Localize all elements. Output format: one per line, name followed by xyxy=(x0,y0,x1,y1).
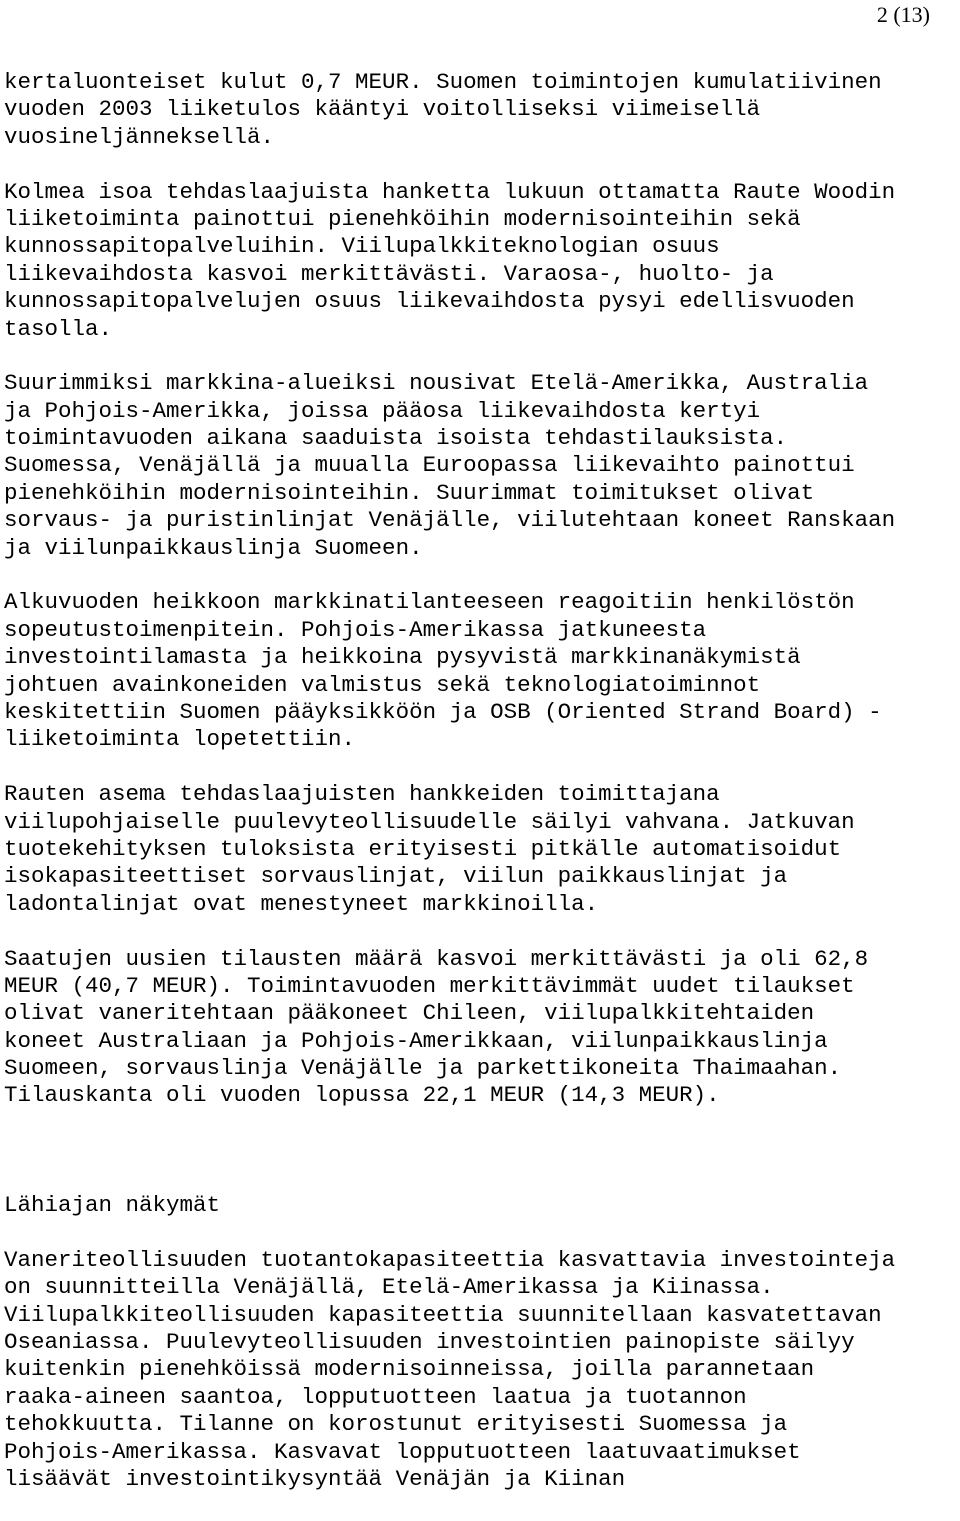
paragraph-market-position xyxy=(4,781,960,918)
section-heading-text: Lähiajan näkymät xyxy=(4,1192,221,1219)
paragraph-results xyxy=(4,69,960,151)
paragraph-business-focus xyxy=(4,179,960,343)
paragraph-orders xyxy=(4,946,960,1110)
text-line: ladontalinjat ovat menestyneet markkinoilla. xyxy=(4,890,599,917)
text-line: on suunnitteilla Venäjällä, Etelä-Amerikassa ja Kiinassa. xyxy=(4,1274,774,1301)
text-line: ja viilunpaikkauslinja Suomeen. xyxy=(4,534,423,561)
text-line: Vaneriteollisuuden tuotantokapasiteettia kasvattavia investointeja xyxy=(4,1246,896,1273)
text-line: Alkuvuoden heikkoon markkinatilanteeseen reagoitiin henkilöstön xyxy=(4,589,855,616)
text-line: kertaluonteiset kulut 0,7 MEUR. Suomen toimintojen kumulatiivinen xyxy=(4,69,882,95)
text-line: viilupohjaiselle puulevyteollisuudelle säilyi vahvana. Jatkuvan xyxy=(4,808,855,835)
text-line: vuosineljänneksellä. xyxy=(4,123,275,150)
text-line: Pohjois-Amerikassa. Kasvavat lopputuotteen laatuvaatimukset xyxy=(4,1438,801,1465)
text-line: ja Pohjois-Amerikka, joissa pääosa liikevaihdosta kertyi xyxy=(4,397,761,424)
text-line: sorvaus- ja puristinlinjat Venäjälle, viilutehtaan koneet Ranskaan xyxy=(4,507,896,534)
text-line: keskitettiin Suomen pääyksikköön ja OSB (Oriented Strand Board) - xyxy=(4,698,882,725)
paragraph-market-areas xyxy=(4,370,960,562)
text-line: koneet Australiaan ja Pohjois-Amerikkaan, viilunpaikkauslinja xyxy=(4,1027,828,1054)
text-line: isokapasiteettiset sorvauslinjat, viilun paikkauslinjat ja xyxy=(4,863,788,890)
text-line: tuotekehityksen tuloksista erityisesti pitkälle automatisoidut xyxy=(4,835,842,862)
document-body xyxy=(4,69,960,1521)
section-spacer xyxy=(4,1137,960,1192)
text-line: vuoden 2003 liiketulos kääntyi voitolliseksi viimeisellä xyxy=(4,96,761,123)
text-line: liiketoiminta lopetettiin. xyxy=(4,726,356,753)
text-line: lisäävät investointikysyntää Venäjän ja Kiinan xyxy=(4,1465,626,1492)
section-heading xyxy=(4,1192,960,1219)
text-line: Suurimmiksi markkina-alueiksi nousivat Etelä-Amerikka, Australia xyxy=(4,370,869,397)
text-line: MEUR (40,7 MEUR). Toimintavuoden merkittävimmät uudet tilaukset xyxy=(4,972,855,999)
text-line: sopeutustoimenpitein. Pohjois-Amerikassa jatkuneesta xyxy=(4,616,707,643)
text-line: johtuen avainkoneiden valmistus sekä teknologiatoiminnot xyxy=(4,671,761,698)
text-line: investointilamasta ja heikkoina pysyvistä markkinanäkymistä xyxy=(4,644,801,671)
text-line: pienehköihin modernisointeihin. Suurimmat toimitukset olivat xyxy=(4,479,815,506)
paragraph-outlook xyxy=(4,1247,960,1494)
paragraph-adjustments xyxy=(4,589,960,753)
text-line: kunnossapitopalvelujen osuus liikevaihdosta pysyi edellisvuoden xyxy=(4,288,855,315)
text-line: Oseaniassa. Puulevyteollisuuden investointien painopiste säilyy xyxy=(4,1328,855,1355)
text-line: liiketoiminta painottui pienehköihin modernisointeihin sekä xyxy=(4,205,801,232)
text-line: raaka-aineen saantoa, lopputuotteen laatua ja tuotannon xyxy=(4,1383,747,1410)
text-line: tehokkuutta. Tilanne on korostunut erityisesti Suomessa ja xyxy=(4,1411,788,1438)
text-line: Viilupalkkiteollisuuden kapasiteettia suunnitellaan kasvatettavan xyxy=(4,1301,882,1328)
text-line: Suomeen, sorvauslinja Venäjälle ja parkettikoneita Thaimaahan. xyxy=(4,1055,842,1082)
text-line: liikevaihdosta kasvoi merkittävästi. Varaosa-, huolto- ja xyxy=(4,260,774,287)
text-line: Saatujen uusien tilausten määrä kasvoi merkittävästi ja oli 62,8 xyxy=(4,945,869,972)
text-line: kuitenkin pienehköissä modernisoinneissa, joilla parannetaan xyxy=(4,1356,815,1383)
page-number: 2 (13) xyxy=(876,2,930,27)
text-line: tasolla. xyxy=(4,315,113,342)
text-line: Kolmea isoa tehdaslaajuista hanketta lukuun ottamatta Raute Woodin xyxy=(4,178,896,205)
text-line: Suomessa, Venäjällä ja muualla Euroopassa liikevaihto painottui xyxy=(4,452,855,479)
text-line: olivat vaneritehtaan pääkoneet Chileen, viilupalkkitehtaiden xyxy=(4,1000,815,1027)
text-line: Tilauskanta oli vuoden lopussa 22,1 MEUR (14,3 MEUR). xyxy=(4,1082,720,1109)
text-line: Rauten asema tehdaslaajuisten hankkeiden toimittajana xyxy=(4,781,720,808)
text-line: kunnossapitopalveluihin. Viilupalkkiteknologian osuus xyxy=(4,233,720,260)
text-line: toimintavuoden aikana saaduista isoista tehdastilauksista. xyxy=(4,425,788,452)
